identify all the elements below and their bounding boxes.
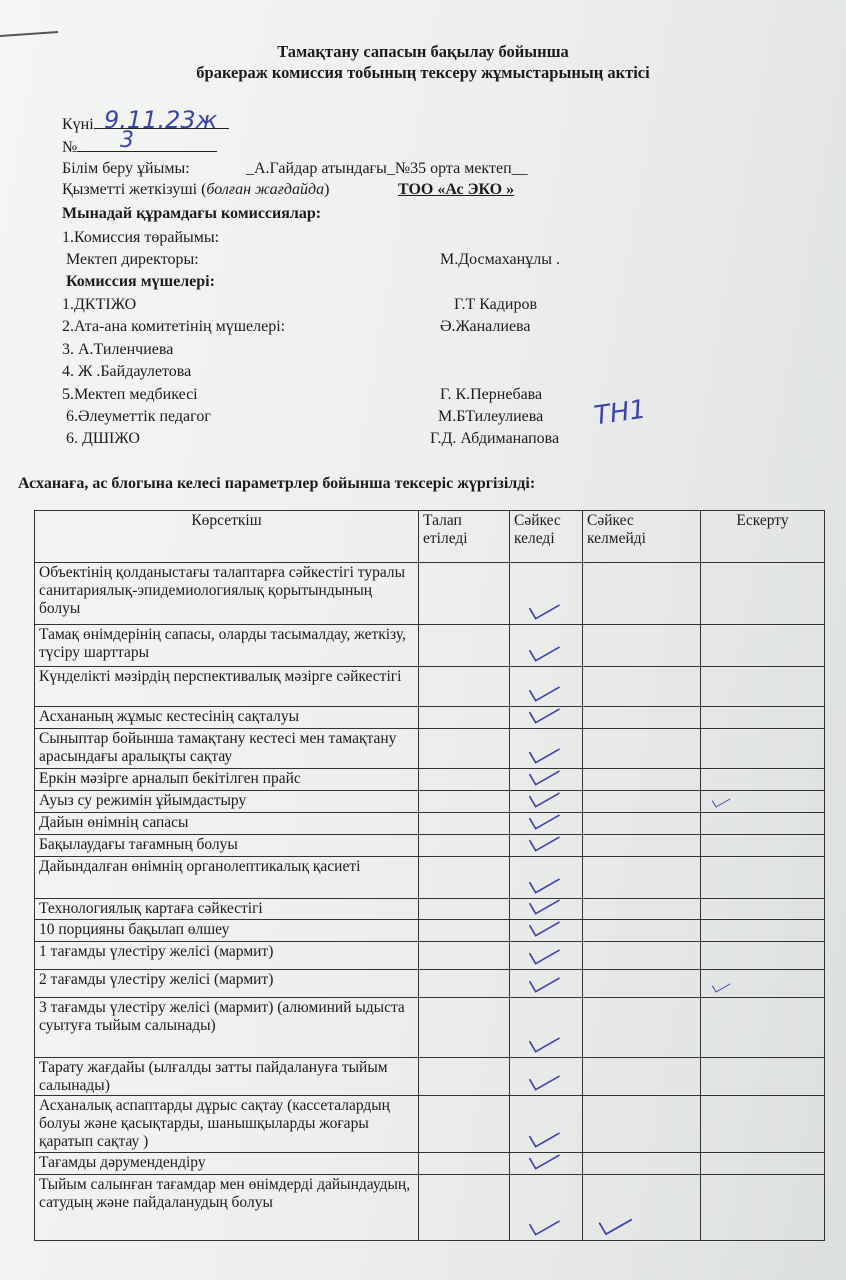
cell-compliant: [510, 899, 583, 920]
cell-compliant: [510, 707, 583, 729]
table-row: [35, 667, 825, 707]
cell-note: [701, 667, 825, 707]
cell-note: [701, 813, 825, 835]
cell-noncompliant: [583, 729, 701, 769]
member-name: Г. К.Пернебава: [440, 386, 543, 403]
check-mark-icon: [526, 706, 562, 726]
header-compliant: Сәйкес келеді: [510, 511, 583, 563]
org-label: Білім беру ұйымы:: [62, 160, 190, 177]
cell-noncompliant: [583, 813, 701, 835]
member-name: Г.Т Кадиров: [454, 296, 538, 313]
cell-note: [701, 769, 825, 791]
cell-required: [419, 997, 510, 1057]
check-mark-icon: [526, 1035, 562, 1055]
table-header-row: [35, 511, 825, 563]
check-mark-icon: [526, 1073, 562, 1093]
cell-noncompliant: [583, 1057, 701, 1096]
header-indicator: Көрсеткіш: [35, 511, 419, 563]
cell-compliant: [510, 857, 583, 899]
row-indicator-text: 2 тағамды үлестіру желісі (мармит): [35, 969, 419, 997]
cell-noncompliant: [583, 857, 701, 899]
number-label: №: [62, 139, 78, 156]
date-handwritten: 9.11.23ж: [104, 106, 218, 134]
row-indicator-text: Бақылаудағы тағамның болуы: [35, 835, 419, 857]
cell-noncompliant: [583, 835, 701, 857]
table-row: [35, 941, 825, 969]
cell-noncompliant: [583, 563, 701, 625]
check-mark-icon: [526, 919, 562, 939]
cell-noncompliant: [583, 707, 701, 729]
document-title-line2: бракераж комиссия тобының тексеру жұмыстарының актісі: [196, 63, 650, 82]
pen-mark: [0, 30, 60, 38]
provider-value: ТОО «Ас ЭКО »: [398, 181, 515, 198]
cell-compliant: [510, 729, 583, 769]
table-row: [35, 1096, 825, 1152]
member-role: 1.ДКТІЖО: [62, 296, 137, 313]
provider-close: ): [324, 181, 330, 198]
cell-note: [701, 791, 825, 813]
cell-noncompliant: [583, 1096, 701, 1152]
cell-note: [701, 1152, 825, 1174]
cell-required: [419, 667, 510, 707]
cell-noncompliant: [583, 1152, 701, 1174]
check-mark-icon: [526, 684, 562, 704]
cell-compliant: [510, 1174, 583, 1240]
member-role: 2.Ата-ана комитетінің мүшелері:: [62, 318, 286, 335]
cell-compliant: [510, 1152, 583, 1174]
cell-noncompliant: [583, 667, 701, 707]
cell-note: [701, 899, 825, 920]
row-indicator-text: Тамақ өнімдерінің сапасы, оларды тасымалдау, жеткізу, түсіру шарттары: [35, 625, 419, 667]
cell-required: [419, 729, 510, 769]
cell-noncompliant: [583, 625, 701, 667]
row-indicator-text: Ауыз су режимін ұйымдастыру: [35, 791, 419, 813]
table-row: [35, 1152, 825, 1174]
check-mark-icon: [709, 982, 733, 994]
cell-required: [419, 1057, 510, 1096]
row-indicator-text: Сыныптар бойынша тамақтану кестесі мен тамақтану арасындағы аралықты сақтау: [35, 729, 419, 769]
table-row: [35, 813, 825, 835]
cell-note: [701, 729, 825, 769]
row-indicator-text: Технологиялық картаға сәйкестігі: [35, 899, 419, 920]
row-indicator-text: 1 тағамды үлестіру желісі (мармит): [35, 941, 419, 969]
provider-row: [62, 181, 329, 199]
cell-noncompliant: [583, 941, 701, 969]
cell-note: [701, 563, 825, 625]
org-row: [62, 160, 190, 178]
cell-note: [701, 857, 825, 899]
row-indicator-text: Объектінің қолданыстағы талаптарға сәйкестігі туралы санитариялық-эпидемиологиялық қорытындының болуы: [35, 563, 419, 625]
cell-required: [419, 813, 510, 835]
cell-required: [419, 941, 510, 969]
cell-noncompliant: [583, 899, 701, 920]
row-indicator-text: Тарату жағдайы (ылғалды затты пайдалануға тыйым салынады): [35, 1057, 419, 1096]
members-heading: Комиссия мүшелері:: [66, 273, 215, 290]
number-row: [62, 137, 217, 157]
cell-noncompliant: [583, 791, 701, 813]
provider-label: Қызметті жеткізуші (: [62, 181, 207, 198]
cell-note: [701, 625, 825, 667]
member-name: Ә.Жаналиева: [440, 318, 531, 335]
member-role: 3. А.Тиленчиева: [62, 341, 174, 358]
date-label: Күні: [62, 116, 94, 133]
cell-noncompliant: [583, 997, 701, 1057]
row-indicator-text: Тағамды дәрумендендіру: [35, 1152, 419, 1174]
check-mark-icon: [526, 602, 562, 622]
table-row: [35, 919, 825, 941]
table-row: [35, 857, 825, 899]
row-indicator-text: Дайындалған өнімнің органолептикалық қасиеті: [35, 857, 419, 899]
row-indicator-text: Тыйым салынған тағамдар мен өнімдерді дайындаудың, сатудың және пайдаланудың болуы: [35, 1174, 419, 1240]
commission-heading: Мынадай құрамдағы комиссиялар:: [62, 205, 322, 222]
row-indicator-text: Асханалық аспаптарды дұрыс сақтау (кассеталардың болуы және қасықтарды, шанышқыларды жоғары қаратып сақтау ): [35, 1096, 419, 1152]
table-row: [35, 1057, 825, 1096]
check-mark-icon: [526, 1130, 562, 1150]
cell-required: [419, 899, 510, 920]
member-role: 6.Әлеуметтік педагог: [66, 408, 211, 425]
cell-compliant: [510, 813, 583, 835]
signature-handwritten: ТН1: [592, 394, 648, 432]
cell-required: [419, 857, 510, 899]
check-mark-icon: [526, 746, 562, 766]
header-required: Талап етіледі: [419, 511, 510, 563]
row-indicator-text: 3 тағамды үлестіру желісі (мармит) (алюминий ыдыста суытуға тыйым салынады): [35, 997, 419, 1057]
cell-compliant: [510, 997, 583, 1057]
check-mark-icon: [526, 1218, 562, 1238]
director-label: Мектеп директоры:: [66, 251, 199, 268]
cell-compliant: [510, 791, 583, 813]
table-row: [35, 769, 825, 791]
row-indicator-text: 10 порцияны бақылап өлшеу: [35, 919, 419, 941]
director-name: М.Досмаханұлы .: [440, 251, 560, 268]
cell-note: [701, 941, 825, 969]
row-indicator-text: Еркін мәзірге арналып бекітілген прайс: [35, 769, 419, 791]
member-name: Г.Д. Абдиманапова: [430, 430, 560, 447]
cell-compliant: [510, 919, 583, 941]
cell-compliant: [510, 835, 583, 857]
cell-note: [701, 1174, 825, 1240]
table-row: [35, 707, 825, 729]
table-row: [35, 729, 825, 769]
member-role: 5.Мектеп медбикесі: [62, 386, 198, 403]
table-row: [35, 969, 825, 997]
document-title-line1: Тамақтану сапасын бақылау бойынша: [277, 42, 569, 61]
cell-note: [701, 997, 825, 1057]
table-row: [35, 1174, 825, 1240]
org-value: _А.Гайдар атындағы_№35 орта мектеп__: [246, 160, 528, 177]
header-noncompliant: Сәйкес келмейді: [583, 511, 701, 563]
member-role: 4. Ж .Байдаулетова: [62, 363, 192, 380]
cell-compliant: [510, 563, 583, 625]
cell-noncompliant: [583, 919, 701, 941]
cell-compliant: [510, 1057, 583, 1096]
cell-compliant: [510, 625, 583, 667]
table-row: [35, 791, 825, 813]
cell-note: [701, 969, 825, 997]
cell-note: [701, 835, 825, 857]
cell-note: [701, 707, 825, 729]
cell-compliant: [510, 1096, 583, 1152]
check-mark-icon: [526, 876, 562, 896]
cell-compliant: [510, 667, 583, 707]
cell-required: [419, 1096, 510, 1152]
check-mark-icon: [526, 947, 562, 967]
cell-required: [419, 625, 510, 667]
cell-compliant: [510, 941, 583, 969]
check-mark-icon: [526, 768, 562, 788]
cell-required: [419, 707, 510, 729]
cell-note: [701, 1057, 825, 1096]
table-row: [35, 997, 825, 1057]
cell-noncompliant: [583, 769, 701, 791]
row-indicator-text: Күнделікті мәзірдің перспективалық мәзірге сәйкестігі: [35, 667, 419, 707]
cell-required: [419, 969, 510, 997]
check-mark-icon: [526, 975, 562, 995]
table-row: [35, 563, 825, 625]
cell-required: [419, 563, 510, 625]
cell-noncompliant: [583, 1174, 701, 1240]
check-mark-icon: [526, 790, 562, 810]
header-note: Ескерту: [701, 511, 825, 563]
check-mark-icon: [526, 897, 562, 917]
row-indicator-text: Дайын өнімнің сапасы: [35, 813, 419, 835]
number-handwritten: 3: [120, 128, 134, 153]
table-row: [35, 835, 825, 857]
check-mark-icon: [709, 797, 733, 809]
check-mark-icon: [526, 1152, 562, 1172]
table-row: [35, 625, 825, 667]
provider-italic: болған жағдайда: [206, 181, 325, 198]
cell-note: [701, 919, 825, 941]
check-mark-icon: [526, 812, 562, 832]
cell-compliant: [510, 969, 583, 997]
table-row: [35, 899, 825, 920]
cell-required: [419, 1152, 510, 1174]
row-indicator-text: Асхананың жұмыс кестесінің сақталуы: [35, 707, 419, 729]
cell-compliant: [510, 769, 583, 791]
cell-required: [419, 1174, 510, 1240]
cell-required: [419, 919, 510, 941]
check-mark-icon: [526, 834, 562, 854]
cell-required: [419, 791, 510, 813]
inspection-table: [34, 510, 825, 1241]
cell-required: [419, 835, 510, 857]
chair-heading: 1.Комиссия төрайымы:: [62, 229, 220, 246]
inspection-heading: Асханаға, ас блогына келесі параметрлер бойынша тексеріс жүргізілді:: [18, 475, 536, 492]
cell-required: [419, 769, 510, 791]
member-role: 6. ДШІЖО: [66, 430, 140, 447]
cell-noncompliant: [583, 969, 701, 997]
member-name: М.БТилеулиева: [438, 408, 544, 425]
check-mark-icon: [597, 1216, 633, 1238]
cell-note: [701, 1096, 825, 1152]
check-mark-icon: [526, 644, 562, 664]
